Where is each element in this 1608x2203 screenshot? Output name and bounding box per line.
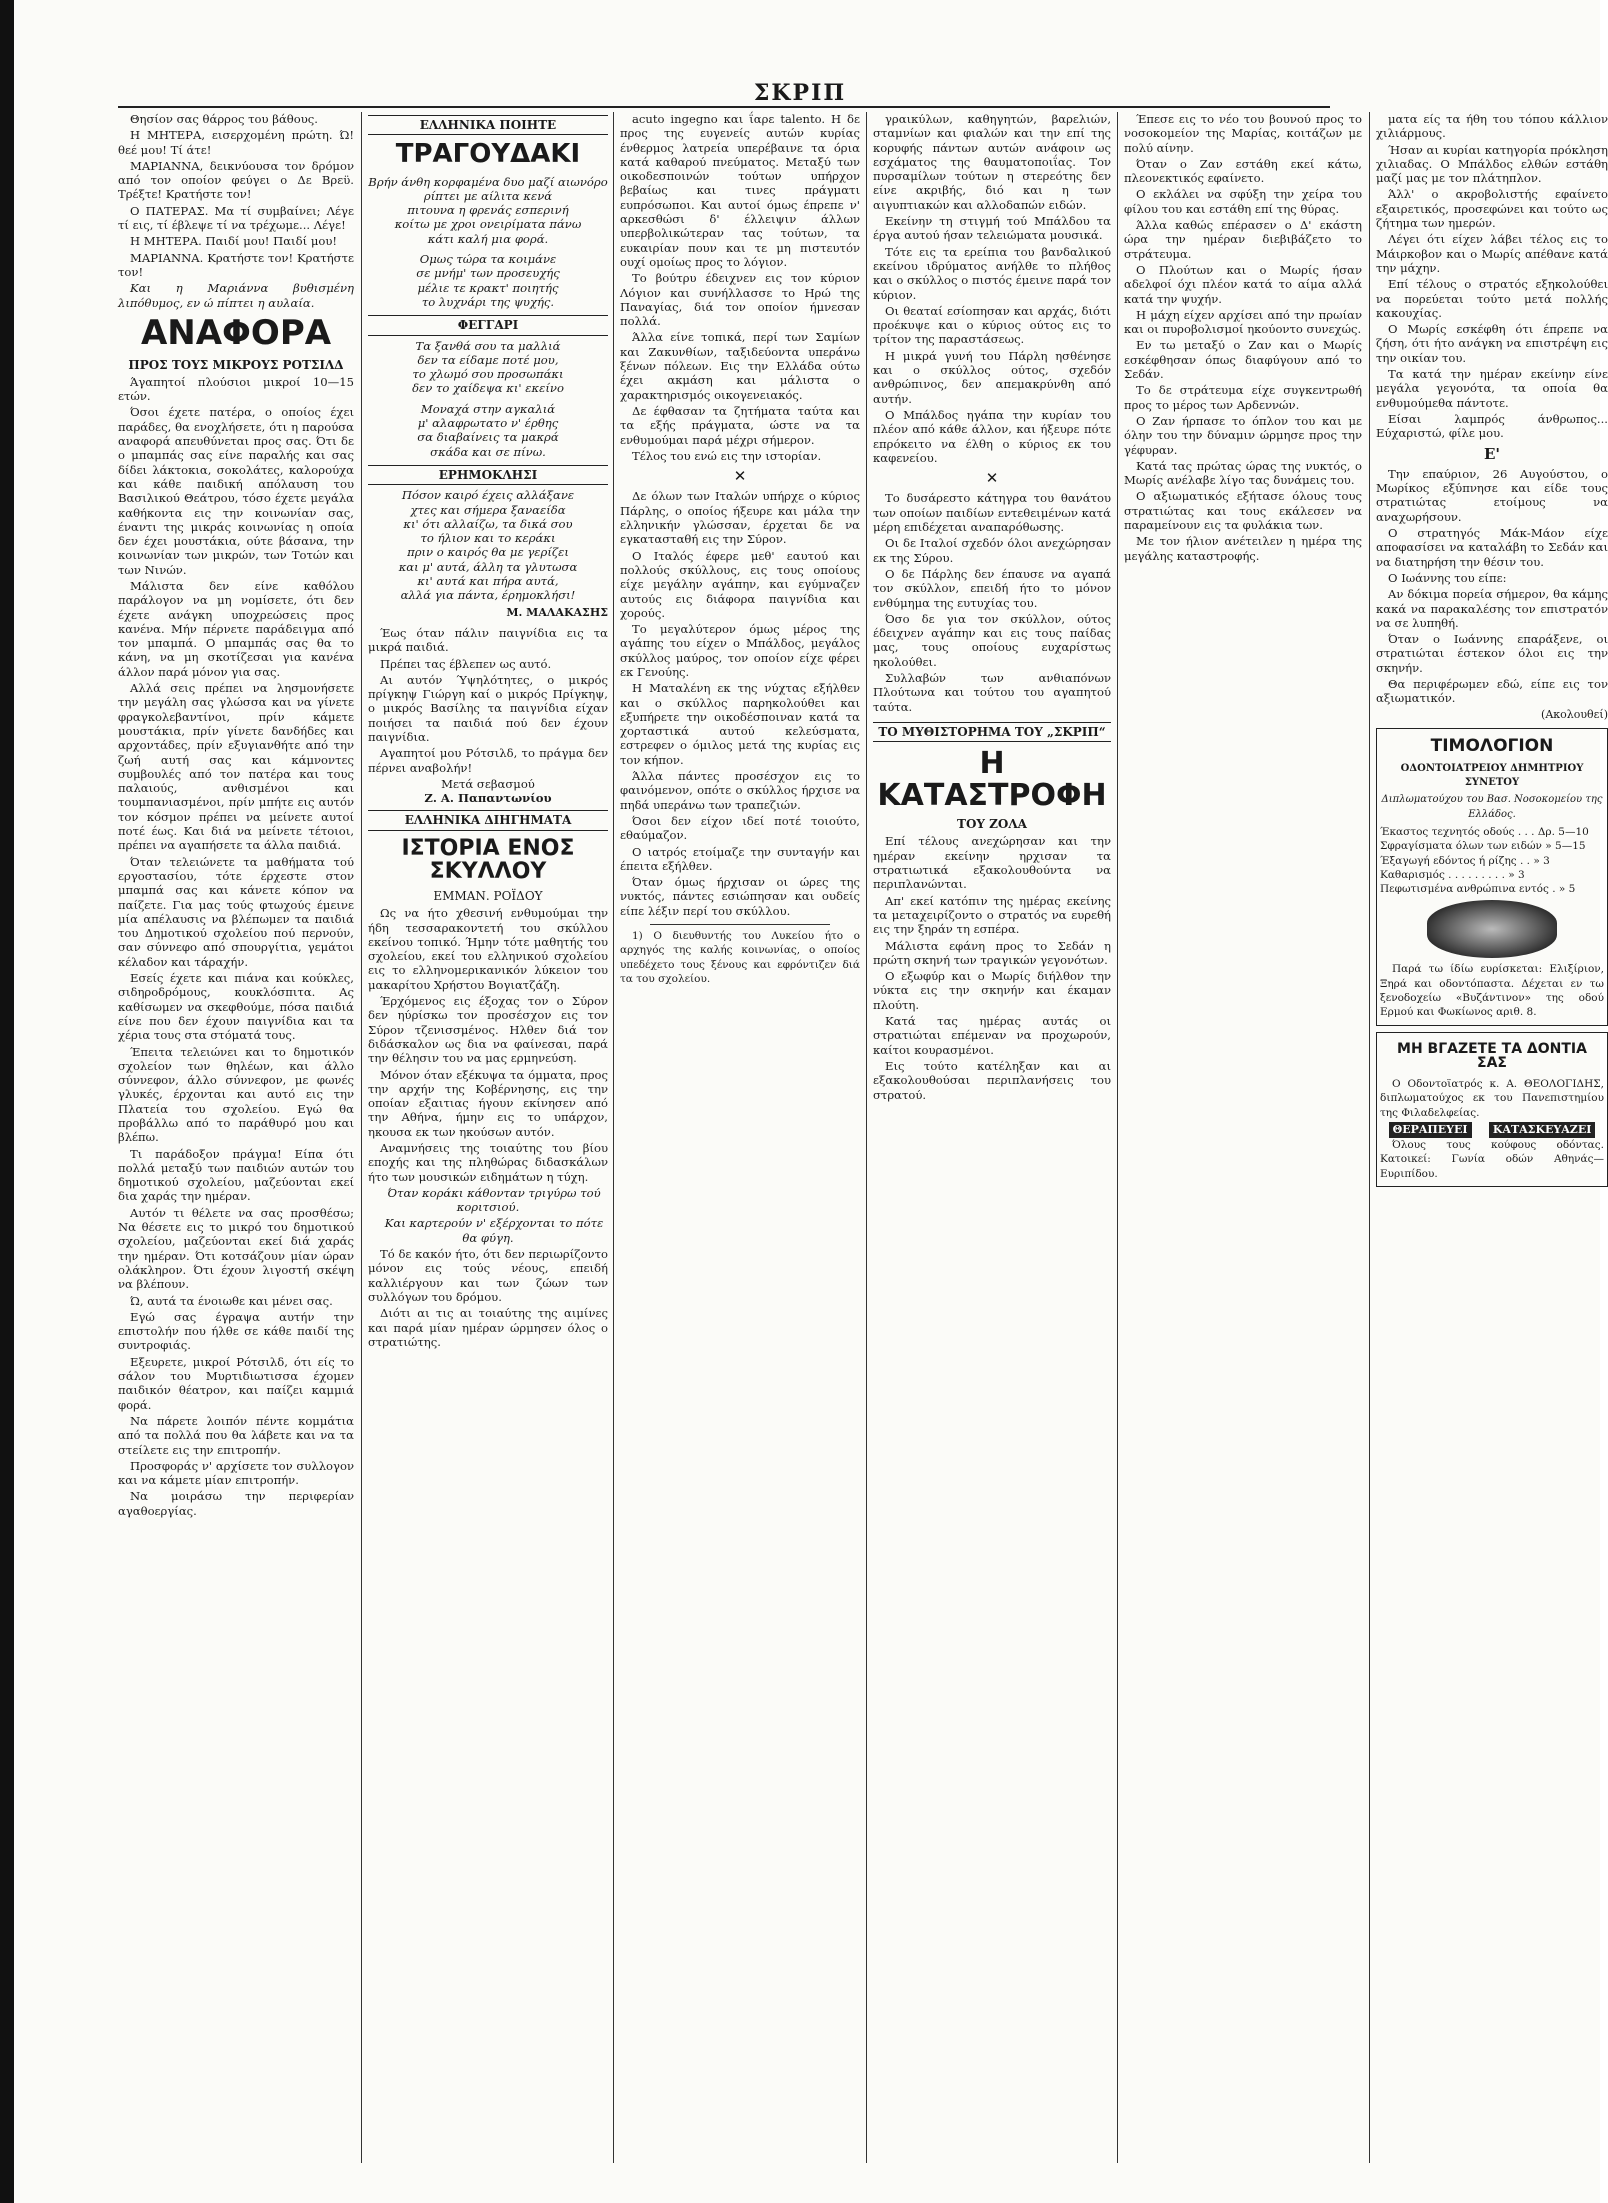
poem-signature: Μ. ΜΑΛΑΚΑΣΗΣ <box>506 605 608 619</box>
verse: Ομως τώρα τα κοιμάνε <box>419 252 557 267</box>
price-list-footer: Παρά τω ίδίω ευρίσκεται: Ελιξίριον, Ξηρά και οδοντόπαστα. Δέχεται εν τω ξενοδοχείω «Βυζάντινον» της οδού Ερμού και Φωκίωνος αριθ. 8. <box>1380 963 1604 1019</box>
paragraph: Άλλ' ο ακροβολιστής εφαίνετο εξαιρετικός, προσεφώνει και τούτο ως ζήτημα των ημερών. <box>1376 187 1608 231</box>
paragraph: Αυτόν τι θέλετε να σας προσθέσω; Να θέσετε εις το μικρό του δημοτικού σχολείου, μαζεύονται εκεί διά χαράς την ημέραν. Ότι κοτσάζουν μίαν ώραν ολάκληρον. Ότι έχουν λιγοστή σκέψη να βλέπουν. <box>118 1205 354 1292</box>
verse: πριν ο καιρός θα με γερίζει <box>407 545 569 560</box>
novel-label: ΤΟ ΜΥΘΙΣΤΟΡΗΜΑ ΤΟΥ „ΣΚΡΙΠ“ <box>873 722 1111 742</box>
section-mark: Ε' <box>1483 444 1501 463</box>
paragraph: Συλλαβών των ανθιαπόνων Πλούτωνα και τούτου του αγαπητού ταύτα. <box>873 670 1111 714</box>
paragraph: Να μοιράσω την περιφερίαν αγαθοεργίας. <box>118 1489 354 1518</box>
paragraph: Έρχόμενος εις έξοχας τον ο Σύρον δεν ηύρίσκω τον προσέσχον εις τον Σύρον τζενισσμένος. Ηλθεν διά τον διδάσκαλον ως δια να φαίνεσαι, παρά την θέλησιν του να μας ερμηνεύση. <box>368 994 608 1066</box>
paragraph: Έπειτα τελειώνει και το δημοτικόν σχολείον των θηλέων, και άλλο σύννεφον, άλλο σύννεφον, με φωνές γλυκές, έρχονται και αυτό εις την Πλατεία του σχολείου. Εγώ θα προβάλλω από το παράθυρό μου και βλέπω. <box>118 1044 354 1145</box>
paragraph: Θα περιφέρωμεν εδώ, είπε εις τον αξιωματικόν. <box>1376 676 1608 706</box>
paragraph: Η μικρά γυνή του Πάρλη ησθένησε και ο σκύλλος ούτος, σχεδόν ανθρώπινος, δεν απεμακρύνθη από αυτήν. <box>873 348 1111 406</box>
paragraph: Δε όλων των Ιταλών υπήρχε ο κύριος Πάρλης, ο οποίος ήξευρε και μάλα την ελληνικήν γλώσσαν, έρχεται δε να εγκατασταθή εις την Σύρον. <box>620 489 860 547</box>
verse: δεν το χαίδεψα κι' εκείνο <box>412 381 564 396</box>
column-1 <box>118 112 354 2163</box>
paragraph: Εις τούτο κατέληξαν και αι εξακολουθούσαι περιπλανήσεις του στρατού. <box>873 1058 1111 1102</box>
verse: μέλιε τε κρακτ' ποιητής <box>417 280 559 295</box>
paragraph: Μόνον όταν εξέκυψα τα όμματα, προς την αρχήν της Κοβέρνησης, εις την οποίαν εξαιτιας ήγουν εκίνησεν από την Αθήνα, ήμην εις το υπάρχον, ηκουσα εκ των ηκούσων αυτόν. <box>368 1067 608 1139</box>
paragraph: Δε έφθασαν τα ζητήματα ταύτα και τα εξής πράγματα, ώστε να τα ενθυμούμαι παρά μέχρι σήμερον. <box>620 403 860 447</box>
paragraph: Όσοι δεν είχον ιδεί ποτέ τοιούτο, εθαύμαζον. <box>620 813 860 843</box>
paragraph: Όταν όμως ήρχισαν οι ώρες της νυκτός, πάντες εσιώπησαν και ουδείς είπε λέξιν περί του σκύλλου. <box>620 875 860 918</box>
paragraph: Έπεσε εις το νέο του βουνού προς το νοσοκομείον της Μαρίας, κοιτάζων με πολύ αίνην. <box>1124 112 1362 155</box>
verse: Πόσον καιρό έχεις αλλάξανε <box>401 488 575 503</box>
price-list-subtitle: ΟΔΟΝΤΟΙΑΤΡΕΙΟΥ ΔΗΜΗΤΡΙΟΥ ΣΥΝΕΤΟΥ <box>1400 762 1584 789</box>
column-5 <box>1124 112 1362 2163</box>
paragraph: Λέγει ότι είχεν λάβει τέλος εις το Μάιρκοβον και ο Μωρίς απέθανε κατά την μάχην. <box>1376 232 1608 275</box>
dentist-ad-text: Ο Οδοντοϊατρός κ. Α. ΘΕΟΛΟΓΙΔΗΣ, διπλωματούχος εκ του Πανεπιστημίου της Φιλαδελφείας. <box>1380 1077 1604 1119</box>
price-line: Πεφωτισμένα ανθρώπινα εντός . » 5 <box>1380 883 1576 896</box>
verse: κοίτω με χροι ονειρίματα πάνω <box>394 217 582 232</box>
paragraph: Αι αυτόν Ύψηλότητες, ο μικρός πρίγκηψ Γιώργη καί ο μικρός Πρίγκηψ, ο μικρός Βασίλης τα παιγνίδια είχαν ποιήσει τα παιδιά πού δεν έχουν παιγνίδια. <box>368 672 608 744</box>
paragraph: Ο Μωρίς εσκέφθη ότι έπρεπε να ζήση, ότι ήτο ανάγκη να επιστρέψη εις την οικίαν του. <box>1376 322 1608 365</box>
paragraph: ματα είς τα ήθη του τόπου κάλλιον χιλιάρμους. <box>1376 112 1608 141</box>
paragraph: acuto ingegno και ΐαρε talento. Η δε προς της ευγενείς αυτών κυρίας ένθερμος λατρεία υπερέβαινε τα όρια κατά καθαρού πνεύματος. Μεταξύ των οικοδεσποινών τούτων υπήρχον βεβαίως και τινες πράγματι ευπρόσωποι. Και αυτοί όμως έπρεπε ν' αρκεσθώσι δ' έλλειψιν άλλων υπερβολικώτεραν τας τούτων, τα ευκαιρίαν πουν και τε μη πιστευτόν ουχί ομοίως προς το λόγιον. <box>620 112 860 269</box>
verse: ρίπτει με αίλιτα κενά <box>423 188 553 203</box>
column-rule <box>866 112 867 2163</box>
column-6 <box>1376 112 1608 2163</box>
verse: κάτι καλή μια φορά. <box>427 231 549 246</box>
novel-title: Η ΚΑΤΑΣΤΡΟΦΗ <box>877 746 1107 813</box>
verse: μ' αλαφρωτατο ν' έρθης <box>417 416 559 431</box>
play-line: ΜΑΡΙΑΝΝΑ. Κρατήστε τον! Κρατήστε τον! <box>118 250 354 279</box>
paragraph: Ήσαν αι κυρίαι κατηγορία πρόκληση χιλιαδας. Ο Μπάλδος ελθών εστάθη μαζί μας με τον πλάτηπλον. <box>1376 142 1608 186</box>
paragraph: Όταν ο Ιωάννης επαράξενε, οι στρατιώται έστεκον όλοι εις την σκηνήν. <box>1376 632 1608 675</box>
paragraph: Ο στρατηγός Μάκ-Μάον είχε αποφασίσει να καταλάβη το Σεδάν και να διατηρήση την θέσιν του. <box>1376 526 1608 569</box>
verse: και μ' αυτά, άλλη τα γλυτωσα <box>398 559 578 574</box>
paragraph: Τότε εις τα ερείπια του βανδαλικού εκείνου ιδρύματος ανήλθε το πλήθος και ο σκύλλος ο πιστός έμεινε παρά τον κύριον. <box>873 244 1111 302</box>
verse: το χλωμό σου προσωπάκι <box>412 367 564 382</box>
paragraph: Ο ιατρός ετοίμαζε την συνταγήν και έπειτα εξήλθεν. <box>620 844 860 873</box>
article-address: Άγαπητοί πλούσιοι μικροί 10—15 ετών. <box>118 374 354 404</box>
paragraph: Απ' εκεί κατόπιν της ημέρας εκείνης τα μεταχειρίζοντο ο στρατός να ευρεθή εις την ξηράν τη εσπέρα. <box>873 893 1111 937</box>
poem-title: ΦΕΓΓΑΡΙ <box>368 315 608 335</box>
price-line: Σφραγίσματα όλων των ειδών » 5—15 <box>1380 840 1586 853</box>
paragraph: Εγώ σας έγραψα αυτήν την επιστολήν που ήλθε σε κάθε παιδί της συντροφιάς. <box>118 1309 354 1353</box>
quote: Και καρτερούν ν' εξέρχονται το πότε θα φύγη. <box>384 1216 604 1245</box>
paragraph: Αναμνήσεις της τοιαύτης του βίου εποχής και της πληθώρας διδασκάλων ήτο των μουσικών ειδημάτων η τύχη. <box>368 1141 608 1184</box>
section-divider-icon: ✕ <box>985 469 999 488</box>
play-line: ΜΑΡΙΑΝΝΑ, δεικνύουσα τον δρόμον από τον οποίον φεύγει ο Δε Βρεϋ. Τρέξτε! Κρατήστε τον! <box>118 158 354 202</box>
paragraph: Όταν τελειώνετε τα μαθήματα τού εργοστασίου, τότε έρχεστε στον μπαμπά σας και κάνετε κόπον να παίζετε. Για μας τούς φτωχούς έμεινε μία απέλαυσις να βλέπωμεν τα παιδιά του Δημοτικού σχολείου πού περνούν, σαν σύννεφο από σπουργίτια, γεμάτοι κέλαδον και τάραχήν. <box>118 854 354 969</box>
paragraph: Με τον ήλιον ανέτειλεν η ημέρα της μεγάλης καταστροφής. <box>1124 534 1362 563</box>
column-2 <box>368 112 608 2163</box>
paragraph: Να πάρετε λοιπόν πέντε κομμάτια από τα πολλά που θα λάβετε και να τα στείλετε εις την επιτροπήν. <box>118 1413 354 1457</box>
paragraph: Το δυσάρεστο κάτηγρα του θανάτου των οποίων παιδίων εντεθειμένων κατά μέρη επιδέχεται αναπαρόθωσης. <box>873 491 1111 535</box>
dental-illustration <box>1427 900 1557 958</box>
column-rule <box>1369 112 1370 2163</box>
paragraph: Το μεγαλύτερον όμως μέρος της αγάπης του είχεν ο Μπάλδος, μεγάλος σκύλλος μαύρος, τον οποίον είχε φέρει εκ Γενούης. <box>620 622 860 679</box>
poem-verses <box>368 339 608 459</box>
article-title: ΑΝΑΦΟΡΑ <box>140 312 332 353</box>
masthead-rule <box>118 88 1330 108</box>
price-list-ad <box>1376 728 1608 1026</box>
paragraph: Τι παράδοξον πράγμα! Είπα ότι πολλά μεταξύ των παιδιών αυτών του δημοτικού σχολείου, μαζεύονται εκεί δια χαράς την ημέραν. <box>118 1146 354 1204</box>
continued-note: (Ακολουθεί) <box>1541 707 1608 721</box>
story-author: ΕΜΜΑΝ. ΡΟΪΔΟΥ <box>433 888 543 903</box>
paragraph: Διότι αι τις αι τοιαύτης της αιμίνες και παρά μίαν ημέραν ώρμησεν όλος ο στρατιώτης. <box>368 1306 608 1349</box>
verse: Τα ξανθά σου τα μαλλιά <box>415 338 561 353</box>
paragraph: Όσοι έχετε πατέρα, ο οποίος έχει παράδες, θα ενοχλήσετε, ότι η παρούσα αναφορά απευθύνεται προς σας. Ότι δε ο μπαμπάς σας είνε παραλής και σας δίδει λάκτοκια, σοκολάτες, καλορούχα και κάθε παιδική απόλαυση του Βασιλικού Θεάτρου, τόσο έχετε μεγάλα καθήκοντα εις την κοινωνίαν σας, έναντι της μικράς κοινωνίας η οποία δεν έχει μουστάκια, ούτε βάσανα, την κοινωνίαν των μικρών, των Τοτών και των Νινών. <box>118 405 354 577</box>
column-rule <box>361 112 362 2163</box>
article-subtitle: ΠΡΟΣ ΤΟΥΣ ΜΙΚΡΟΥΣ ΡΟΤΣΙΛΔ <box>128 357 344 372</box>
paragraph: Οι δε Ιταλοί σχεδόν όλοι ανεχώρησαν εκ της Σύρου. <box>873 536 1111 565</box>
dentist-ad <box>1376 1032 1608 1187</box>
dentist-ad-tag: ΚΑΤΑΣΚΕΥΑΖΕΙ <box>1489 1122 1595 1138</box>
paragraph: Επί τέλους ανεχώρησαν και την ημέραν εκείνην ηρχισαν τα στρατιωτικά εξακολουθούντα να περιπλανώνται. <box>873 834 1111 892</box>
price-line: Έκαστος τεχνητός οδούς . . . Δρ. 5—10 <box>1380 825 1589 838</box>
verse: σκάδα και σε πίνω. <box>430 444 546 459</box>
verse: το ήλιον και το κεράκι <box>420 531 556 546</box>
paragraph: Άλλα πάντες προσέσχον εις το φαινόμενον, οπότε ο σκύλλος ήρχισε να πηδά υπεράνω των τραπεζιών. <box>620 769 860 812</box>
paragraph: Εξευρετε, μικροί Ρότσιλδ, ότι είς το σάλον του Μυρτιδιωτισσα έχομεν παιδικόν θέατρον, και παίζει καμμιά φορά. <box>118 1354 354 1412</box>
play-line: Ο ΠΑΤΕΡΑΣ. Μα τί συμβαίνει; Λέγε τί εις, τί έβλεψε τί να τρέχωμε... Λέγε! <box>118 203 354 233</box>
paragraph: Ο Ζαν ήρπασε το όπλον του και με όλην του την δύναμιν ώρμησε προς την γέφυραν. <box>1124 413 1362 457</box>
play-line: Η ΜΗΤΕΡΑ. Παιδί μου! Παιδί μου! <box>130 234 338 249</box>
verse: κι' αυτά και πήρα αυτά, <box>417 574 559 589</box>
paragraph: Προσφοράς ν' αρχίσετε τον συλλογον και να κάμετε μίαν επιτροπήν. <box>118 1458 354 1488</box>
price-list-title: ΤΙΜΟΛΟΓΙΟΝ <box>1430 735 1554 756</box>
verse: πιτουνα η φρενάς εσπερινή <box>407 203 569 218</box>
paragraph: Επί τέλους ο στρατός εξηκολούθει να πορεύεται τούτο μετά πολλής κακουχίας. <box>1376 277 1608 320</box>
paragraph: Μάλιστα δεν είνε καθόλου παράλογον να μη νομίσετε, ότι δεν έχετε ανάγκη υποχρεώσεις προς κανένα. Μήν πέρνετε παράδειγμα από τον μπαμπά. Ο μπαμπάς σας θα το κάνη, να μη σκοτίζεσαι για κανένα άλλον παρά μόνον για σας. <box>118 579 354 679</box>
novel-author: ΤΟΥ ΖΟΛΑ <box>957 817 1027 832</box>
paragraph: Εσείς έχετε και πιάνα και κούκλες, σιδηροδρόμους, κουκλόσπιτα. Ας καθίσωμεν να σκεφθούμε, πόσα παιδιά είνε που δεν έχουν παιγνίδια και τα χέρια τους στα στόματά τους. <box>118 971 354 1043</box>
section-divider-icon: ✕ <box>733 467 747 486</box>
poem-title: ΕΡΗΜΟΚΛΗΣΙ <box>368 465 608 485</box>
footnote: 1) Ο διευθυντής του Λυκείου ήτο ο αρχηγός της καλής κοινωνίας, ο οποίος υπεδέχετο τους ξένους και εφρόντιζεν διά τα του σχολείου. <box>620 930 860 985</box>
column-3 <box>620 112 860 2163</box>
signature-name: Ζ. Α. Παπαντωνίου <box>424 791 552 806</box>
price-list-note: Διπλωματούχου του Βασ. Νοσοκομείου της Ελλάδος. <box>1381 794 1603 820</box>
dentist-ad-tags <box>1380 1122 1604 1138</box>
verse: Μοναχά στην αγκαλιά <box>420 401 556 416</box>
scan-edge <box>0 0 14 2203</box>
paragraph: Κατά τας ημέρας αυτάς οι στρατιώται επέμεναν να προχωρούν, καίτοι κουρασμένοι. <box>873 1014 1111 1057</box>
paragraph: Τέλος του ενώ εις την ιστορίαν. <box>632 448 822 463</box>
price-list-lines <box>1380 825 1604 896</box>
paragraph: Ο Ιωάννης του είπε: <box>1388 570 1507 585</box>
section-label: ΕΛΛΗΝΙΚΑ ΔΙΗΓΗΜΑΤΑ <box>368 810 608 830</box>
paragraph: Όταν ο Ζαν εστάθη εκεί κάτω, πλεονεκτικός εφαίνετο. <box>1124 156 1362 186</box>
paragraph: Ως να ήτο χθεσινή ενθυμούμαι την ήδη τεσσαρακοντετή του σκύλλου εκείνου τοπικό. Ήμην τότε μαθητής του σχολείου, εκεί του ελληνικού σχολείου εις το ελληνομερικανικόν λύκειον του μακαρίτου Χρήστου Βογιατζάζη. <box>368 906 608 992</box>
paragraph: Ο Ιταλός έφερε μεθ' εαυτού και πολλούς σκύλλους, εις τους οποίους είχε μεγάλην αγάπην, και εγύμναζεν αυτούς εις διάφορα παιγνίδια και χορούς. <box>620 548 860 620</box>
verse: χτες και σήμερα ξαναείδα <box>410 502 566 517</box>
column-4 <box>873 112 1111 2163</box>
verse: το λυχνάρι της ψυχής. <box>421 294 555 309</box>
poem-verses <box>368 175 608 310</box>
verse: Βρήν άνθη κορφαμένα δυο μαζί αιωνόρο <box>368 174 608 189</box>
paragraph: Έως όταν πάλιν παιγνίδια εις τα μικρά παιδιά. <box>368 625 608 655</box>
paragraph: Ώ, αυτά τα ένοιωθε και μένει σας. <box>130 1293 333 1308</box>
play-dialogue <box>118 112 354 310</box>
play-line: Η ΜΗΤΕΡΑ, εισερχομένη πρώτη. Ώ! θεέ μου! Τί άτε! <box>118 128 354 157</box>
paragraph: Ο Μπάλδος ηγάπα την κυρίαν του πλέον από κάθε άλλον, και ήξευρε πότε επρόκειτο να έλθη ο κύριος εκ του καφενείου. <box>873 407 1111 465</box>
paragraph: Ο Πλούτων και ο Μωρίς ήσαν αδελφοί όχι πλέον κατά το αίμα αλλά κατά την ψυχήν. <box>1124 262 1362 306</box>
paragraph: Ο δε Πάρλης δεν έπαυσε να αγαπά τον σκύλλον, επειδή ήτο το μόνον ενθύμημα της ευτυχίας του. <box>873 566 1111 610</box>
paragraph: Άλλα καθώς επέρασεν ο Δ' εκάστη ώρα την ημέραν διεβιβάζετο το στράτευμα. <box>1124 218 1362 261</box>
paragraph: Ο εκλάλει να σφύξη την χείρα του φίλου του και εστάθη επί της θύρας. <box>1124 187 1362 216</box>
paragraph: Την επαύριον, 26 Αυγούστου, ο Μωρίκος εξύπνησε και είδε τους στρατιώτας ετοίμους να αναχωρήσουν. <box>1376 466 1608 524</box>
paragraph: Το βούτρυ έδειχνεν εις τον κύριον Λόγιον και συνήλλασσε το Ηρώ της Παναγίας, διά τον οποίον ήμνεσαν πολλά. <box>620 271 860 329</box>
dentist-ad-footer: Όλους τους κούφους οδόντας. Κατοικεί: Γωνία οδών Αθηνάς—Ευριπίδου. <box>1380 1139 1604 1180</box>
paragraph: Μάλιστα εφάνη προς το Σεδάν η πρώτη σκηνή των τραγικών γεγονότων. <box>873 938 1111 967</box>
paragraph: Αγαπητοί μου Ρότσιλδ, το πράγμα δεν πέρνει αναβολήν! <box>368 746 608 775</box>
quote: Όταν κοράκι κάθονταν τριγύρω τού κοριτσιού. <box>387 1185 601 1215</box>
poem-verses <box>368 488 608 602</box>
play-line: Θησίον σας θάρρος του βάθους. <box>130 112 318 126</box>
play-line: Και η Μαριάννα βυθισμένη λιπόθυμος, εν ώ πίπτει η αυλαία. <box>118 281 354 310</box>
poem-title: ΤΡΑΓΟΥΔΑΚΙ <box>395 139 581 170</box>
story-title: ΙΣΤΟΡΙΑ ΕΝΟΣ ΣΚΥΛΛΟΥ <box>401 835 575 884</box>
paragraph: γραικύλων, καθηγητών, βαρελιών, σταμνίων και φιαλών και την επί της κορυφής πάντων αυτών ανάφοιν ως εσχάματος της θαυματοποιΐας. Τον πυρσαμίλων τούτων η στερεότης δεν είνε ακριβής, διό και η των αιγυπτιακών και αλλοδαπών ειδών. <box>873 112 1111 212</box>
section-label: ΕΛΛΗΝΙΚΑ ΠΟΙΗΤΕ <box>368 115 608 135</box>
price-line: Καθαρισμός . . . . . . . . . » 3 <box>1380 868 1525 881</box>
paragraph: Αν δόκιμα πορεία σήμερον, θα κάμης κακά να παρακαλέσης τον επιστρατόν να σε λυπηθή. <box>1376 587 1608 630</box>
paragraph: Πρέπει τας έβλεπεν ως αυτό. <box>380 656 552 671</box>
paragraph: Ο αξιωματικός εξήτασε όλους τους στρατιώτας και τους εκάλεσεν να παραμείνουν εις τα φυλάκια των. <box>1124 489 1362 533</box>
dentist-ad-tag: ΘΕΡΑΠΕΥΕΙ <box>1389 1122 1472 1138</box>
paragraph: Το δε στράτευμα είχε συγκεντρωθή προς το μέρος των Αρδεννών. <box>1124 383 1362 412</box>
paragraph: Τα κατά την ημέραν εκείνην είνε μεγάλα γεγονότα, τα οποία θα ενθυμούμεθα πάντοτε. <box>1376 367 1608 410</box>
verse: κι' ότι αλλαίζω, τα δικά σου <box>403 516 573 531</box>
paragraph: Αλλά σεις πρέπει να λησμονήσετε την μεγάλη σας γλώσσα και να γίνετε φραγκολεβαντίνοι, πρίν κάμετε μουστάκια, πρίν γίνετε δανδήδες και αρχοντάδες, πρίν εξυγιανθήτε από την ζωή αυτή σας και κάμνοντες συμβουλές από τον πατέρα και τους παλαιούς, ανθισμένοι και τουμπανιασμένοι, πρίν μπήτε εις αυτόν τον κόσμον πρέπει να μείνετε αυτοί ποτέ έως. Και διά να μείνετε τέτοιοι, πρέπει να αγαπήσετε τα άλλα παιδιά. <box>118 681 354 853</box>
paragraph: Ο εξωφύρ και ο Μωρίς διήλθον την νύκτα εις την σκηνήν και έκαμαν πλούτη. <box>873 969 1111 1012</box>
paragraph: Εν τω μεταξύ ο Ζαν και ο Μωρίς εσκέφθησαν όπως διαφύγουν από το Σεδάν. <box>1124 338 1362 382</box>
paragraph: Είσαι λαμπρός άνθρωπος... Εύχαριστώ, φίλε μου. <box>1376 411 1608 441</box>
signature-line: Μετά σεβασμού <box>441 776 535 791</box>
verse: αλλά για πάντα, έρημοκλήσι! <box>400 588 576 603</box>
paragraph: Εκείνην τη στιγμή τού Μπάλδου τα έργα αυτού ήσαν τελειώματα μουσικά. <box>873 214 1111 243</box>
column-rule <box>1117 112 1118 2163</box>
verse: δεν τα είδαμε ποτέ μου, <box>417 352 559 367</box>
price-line: Έξαγωγή εδόντος ή ρίζης . . » 3 <box>1380 854 1550 867</box>
masthead-title: ΣΚΡΙΠ <box>753 80 847 106</box>
paragraph: Όσο δε για τον σκύλλον, ούτος έδειχνεν αγάπην και εις τους παίδας μας, τους οποίους ευχαρίστως ηκολούθει. <box>873 611 1111 669</box>
dentist-ad-title: ΜΗ ΒΓΑΖΕΤΕ ΤΑ ΔΟΝΤΙΑ ΣΑΣ <box>1397 1040 1587 1072</box>
paragraph: Η Ματαλένη εκ της νύχτας εξήλθεν και ο σκύλλος παρηκολούθει και εξυπήρετε την οικοδέσποιναν κατά τα χορταστικά αυτού κελεύσματα, εστρεφεν ο όμιλος μετά της κυρίας εις τον κήπον. <box>620 681 860 767</box>
column-rule <box>613 112 614 2163</box>
paragraph: Οι θεαταί εσίοπησαν και αρχάς, διότι προέκυψε και ο κύριος ούτος εις το τρίτον της παραστάσεως. <box>873 303 1111 347</box>
verse: σε μνήμ' των προσευχής <box>416 266 560 281</box>
verse: σα διαβαίνεις τα μακρά <box>417 430 559 445</box>
paragraph: Κατά τας πρώτας ώρας της νυκτός, ο Μωρίς ανέλαβε λίγο τας δυνάμεις του. <box>1124 458 1362 488</box>
paragraph: Άλλα είνε τοπικά, περί των Σαμίων και Ζακυνθίων, ταξιδεύοντα υπεράνω ξένων πόλεων. Εις την Ελλάδα ούτω έχει ακμάση και μάλιστα ο χαρακτηρισμός οικογενειακός. <box>620 330 860 402</box>
paragraph: Τό δε κακόν ήτο, ότι δεν περιωρίζοντο μόνον εις τούς νέους, επειδή καλλιέργουν και των ζώων των συλλόγων του δρόμου. <box>368 1247 608 1304</box>
paragraph: Η μάχη είχεν αρχίσει από την πρωίαν και οι πυροβολισμοί ηκούοντο συνεχώς. <box>1124 307 1362 337</box>
